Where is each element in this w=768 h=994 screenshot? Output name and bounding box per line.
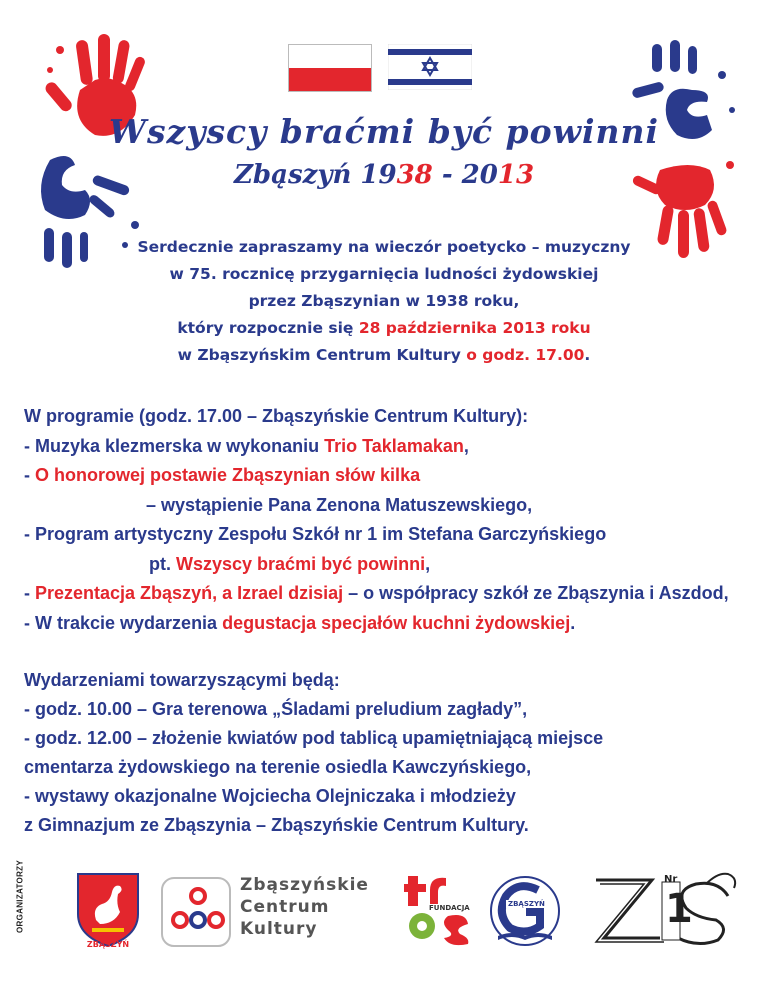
- program-item-continuation: – wystąpienie Pana Zenona Matuszewskiego,: [146, 494, 533, 515]
- zs-nr-label: Nr: [664, 874, 678, 885]
- program-item: - Muzyka klezmerska w wykonaniu Trio Taklamakan,: [24, 435, 469, 456]
- accompanying-item: cmentarza żydowskiego na terenie osiedla Kawczyńskiego,: [24, 757, 532, 777]
- intro-line: Serdecznie zapraszamy na wieczór poetycko – muzyczny: [137, 238, 631, 256]
- swan-icon: [706, 874, 735, 888]
- intro-line: w Zbąszyńskim Centrum Kultury o godz. 17.00.: [177, 346, 591, 364]
- program-item: - O honorowej postawie Zbąszynian słów kilka: [24, 465, 421, 485]
- zs-number: 1: [665, 886, 693, 932]
- gimnazjum-logo: [488, 874, 562, 948]
- program-item: - Program artystyczny Zespołu Szkół nr 1 im Stefana Garczyńskiego: [24, 524, 607, 544]
- tres-foundation-label: FUNDACJA: [429, 904, 470, 912]
- gimnazjum-label: ZBĄSZYŃ: [508, 900, 545, 908]
- zs-nr1-logo: [578, 868, 748, 950]
- poland-flag-icon: [288, 44, 372, 92]
- intro-line: w 75. rocznicę przygarnięcia ludności żydowskiej: [169, 265, 599, 283]
- poster-title: Wszyscy braćmi być powinni: [108, 112, 660, 151]
- program-item: - Prezentacja Zbąszyń, a Izrael dzisiaj – o współpracy szkół ze Zbąszynia i Aszdod,: [24, 583, 729, 603]
- zck-logo-icon: [160, 876, 232, 948]
- organizers-label: ORGANIZATORZY: [15, 860, 25, 933]
- zck-logo-text: Zbąszyńskie Centrum Kultury: [240, 875, 369, 939]
- accompanying-heading: Wydarzeniami towarzyszącymi będą:: [24, 670, 340, 690]
- accompanying-item: z Gimnazjum ze Zbąszynia – Zbąszyńskie Centrum Kultury.: [24, 815, 529, 835]
- program-item-continuation: pt. Wszyscy braćmi być powinni,: [149, 553, 431, 574]
- intro-line: przez Zbąszynian w 1938 roku,: [248, 292, 520, 310]
- accompanying-events-section: [24, 666, 754, 840]
- invitation-text: [90, 234, 678, 369]
- crest-label: ZBĄSZYŃ: [86, 940, 130, 949]
- accompanying-item: - godz. 10.00 – Gra terenowa „Śladami preludium zagłady”,: [24, 699, 528, 719]
- accompanying-item: - wystawy okazjonalne Wojciecha Olejniczaka i młodzieży: [24, 786, 516, 806]
- program-heading: W programie (godz. 17.00 – Zbąszyńskie Centrum Kultury):: [24, 406, 529, 426]
- program-item: - W trakcie wydarzenia degustacja specjałów kuchni żydowskiej.: [24, 612, 576, 633]
- intro-line: który rozpocznie się 28 października 2013 roku: [177, 319, 591, 337]
- program-section: [24, 402, 754, 638]
- accompanying-item: - godz. 12.00 – złożenie kwiatów pod tablicą upamiętniającą miejsce: [24, 728, 604, 748]
- poster-subtitle: Zbąszyń 1938 - 2013: [233, 160, 535, 190]
- israel-flag-icon: [388, 44, 472, 90]
